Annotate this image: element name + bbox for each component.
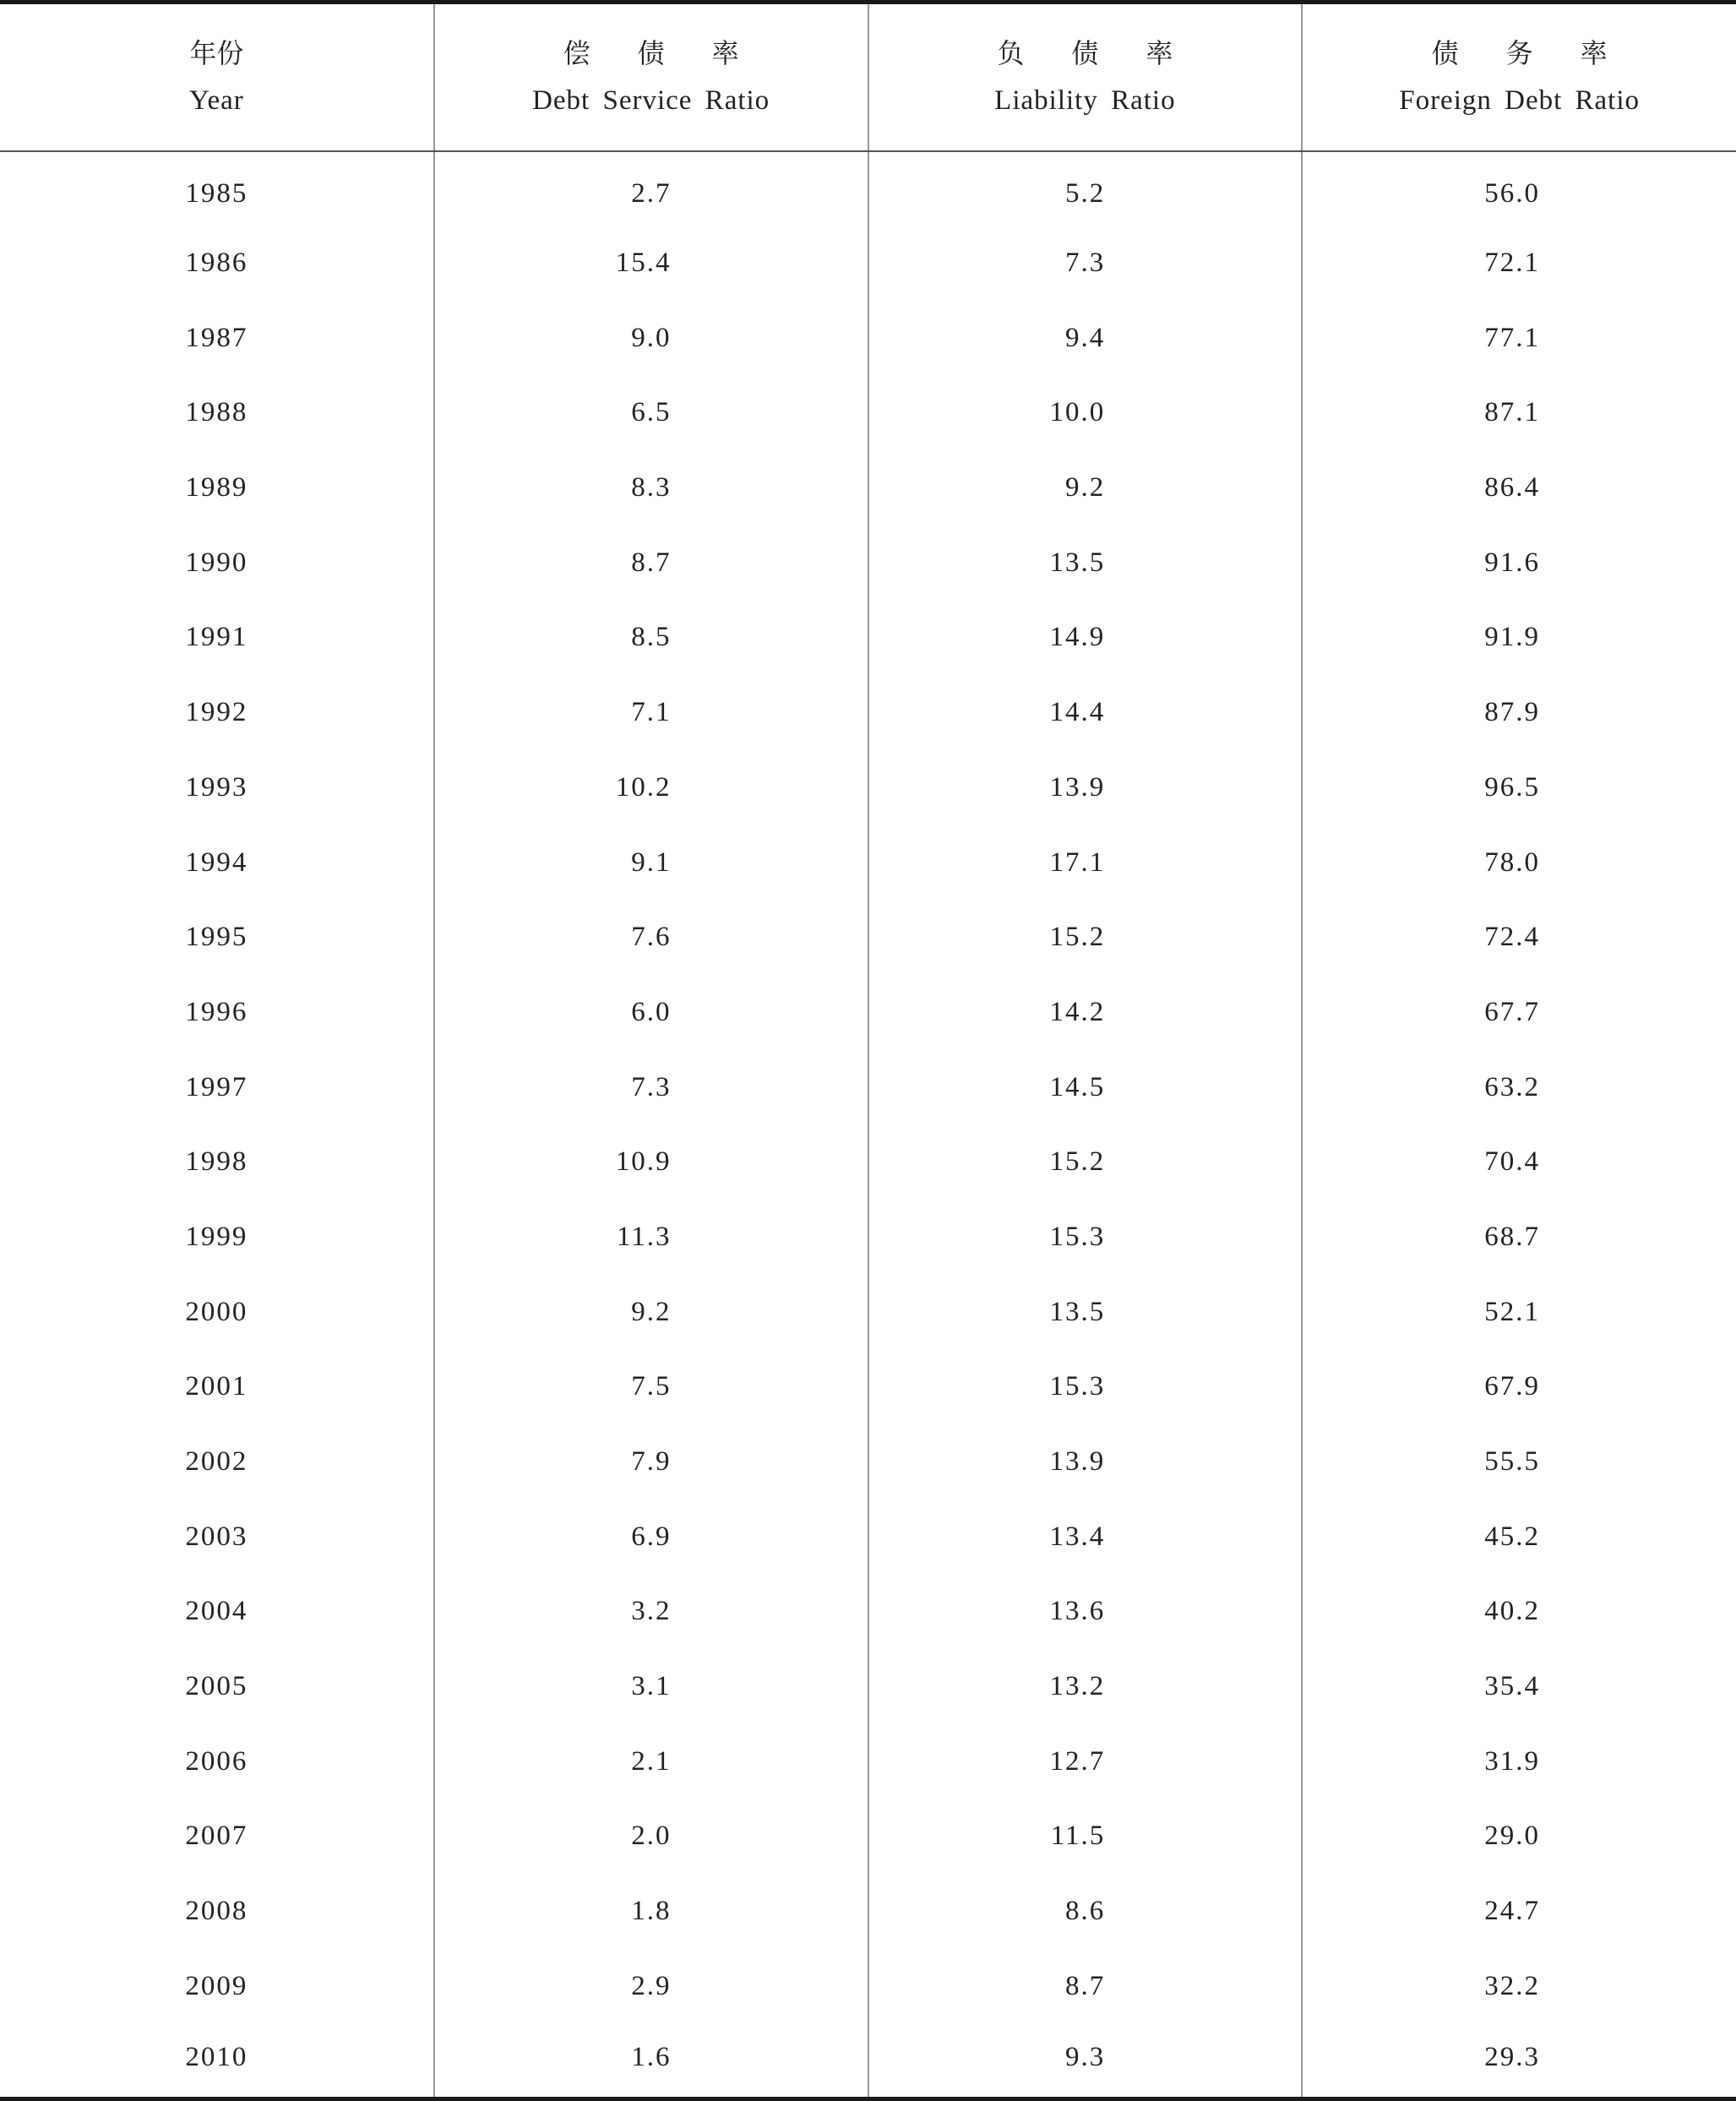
table-row <box>0 1200 1736 1275</box>
table-row <box>0 825 1736 901</box>
debt-service-ratio-cell: 7.6 <box>434 900 868 975</box>
foreign-debt-ratio-cell: 29.3 <box>1302 2024 1736 2099</box>
table-row <box>0 376 1736 451</box>
table-row <box>0 675 1736 750</box>
table-body <box>0 151 1736 2099</box>
year-cell: 1990 <box>185 547 248 578</box>
table-row <box>0 1500 1736 1575</box>
year-cell: 2010 <box>0 2024 434 2099</box>
debt-service-ratio-cell: 8.3 <box>434 450 868 525</box>
debt-service-ratio-cell: 7.9 <box>434 1424 868 1500</box>
table-row <box>0 900 1736 975</box>
liability-ratio-cell: 13.4 <box>868 1500 1303 1575</box>
foreign-debt-ratio-cell: 40.2 <box>1302 1575 1736 1650</box>
foreign-debt-ratio-cell: 77.1 <box>1302 301 1736 376</box>
year-cell: 1997 <box>185 1071 248 1102</box>
debt-service-ratio-cell: 3.2 <box>434 1575 868 1650</box>
table-row <box>0 1050 1736 1125</box>
liability-ratio-cell: 8.6 <box>868 1874 1303 1949</box>
year-cell: 1996 <box>185 996 248 1027</box>
header-year <box>0 3 434 151</box>
year-cell: 2005 <box>185 1671 248 1702</box>
header-foreign-debt-ratio <box>1302 3 1736 151</box>
year-cell: 2008 <box>185 1896 248 1927</box>
foreign-debt-ratio-cell: 91.9 <box>1302 601 1736 676</box>
liability-ratio-cell: 14.5 <box>868 1050 1303 1125</box>
foreign-debt-ratio-cell: 78.0 <box>1302 825 1736 901</box>
table-row <box>0 1275 1736 1350</box>
header-foreign-debt-ratio-zh: 债务率 <box>1431 37 1655 70</box>
liability-ratio-cell: 8.7 <box>868 1949 1303 2024</box>
header-year-zh: 年份 <box>189 37 244 70</box>
debt-service-ratio-cell: 10.2 <box>434 750 868 825</box>
foreign-debt-ratio-cell: 52.1 <box>1302 1275 1736 1350</box>
debt-service-ratio-cell: 11.3 <box>434 1200 868 1275</box>
debt-service-ratio-cell: 9.1 <box>434 825 868 901</box>
foreign-debt-ratio-cell: 29.0 <box>1302 1799 1736 1875</box>
table-row <box>0 1575 1736 1650</box>
table-row <box>0 2024 1736 2099</box>
header-liability-ratio <box>868 3 1303 151</box>
table-row <box>0 301 1736 376</box>
liability-ratio-cell: 17.1 <box>868 825 1303 901</box>
liability-ratio-cell: 9.2 <box>868 450 1303 525</box>
foreign-debt-ratio-cell: 91.6 <box>1302 525 1736 601</box>
foreign-debt-ratio-cell: 24.7 <box>1302 1874 1736 1949</box>
foreign-debt-ratio-cell: 72.4 <box>1302 900 1736 975</box>
table-row <box>0 975 1736 1050</box>
liability-ratio-cell: 15.3 <box>868 1350 1303 1425</box>
liability-ratio-cell: 15.2 <box>868 900 1303 975</box>
year-cell: 2003 <box>185 1521 248 1552</box>
debt-service-ratio-cell: 8.7 <box>434 525 868 601</box>
debt-service-ratio-cell: 9.2 <box>434 1275 868 1350</box>
debt-service-ratio-cell: 7.5 <box>434 1350 868 1425</box>
liability-ratio-cell: 14.4 <box>868 675 1303 750</box>
foreign-debt-ratio-cell: 96.5 <box>1302 750 1736 825</box>
debt-service-ratio-cell: 2.7 <box>434 151 868 226</box>
header-liability-ratio-zh: 负债率 <box>997 37 1221 70</box>
table-row <box>0 226 1736 301</box>
year-cell: 1985 <box>185 177 248 209</box>
table-row <box>0 601 1736 676</box>
year-cell: 1994 <box>185 846 248 878</box>
foreign-debt-ratio-cell: 31.9 <box>1302 1724 1736 1799</box>
debt-service-ratio-cell: 2.0 <box>434 1799 868 1875</box>
table-row <box>0 525 1736 601</box>
header-debt-service-ratio <box>434 3 868 151</box>
debt-service-ratio-cell: 6.5 <box>434 376 868 451</box>
foreign-debt-ratio-cell: 63.2 <box>1302 1050 1736 1125</box>
table-row <box>0 1799 1736 1875</box>
foreign-debt-ratio-cell: 72.1 <box>1302 226 1736 301</box>
debt-service-ratio-cell: 6.0 <box>434 975 868 1050</box>
debt-service-ratio-cell: 1.6 <box>434 2024 868 2099</box>
debt-service-ratio-cell: 2.1 <box>434 1724 868 1799</box>
liability-ratio-cell: 15.3 <box>868 1200 1303 1275</box>
debt-service-ratio-cell: 9.0 <box>434 301 868 376</box>
year-cell: 1989 <box>185 472 248 503</box>
foreign-debt-ratio-cell: 55.5 <box>1302 1424 1736 1500</box>
table-row <box>0 1124 1736 1200</box>
header-year-en: Year <box>188 85 244 117</box>
debt-service-ratio-cell: 15.4 <box>434 226 868 301</box>
foreign-debt-ratio-cell: 87.1 <box>1302 376 1736 451</box>
year-cell: 1988 <box>185 397 248 428</box>
table-row <box>0 750 1736 825</box>
year-cell: 2004 <box>185 1596 248 1627</box>
table-row <box>0 1350 1736 1425</box>
table-row <box>0 1874 1736 1949</box>
table-row <box>0 151 1736 226</box>
liability-ratio-cell: 13.9 <box>868 1424 1303 1500</box>
year-cell: 2001 <box>185 1371 248 1402</box>
header-foreign-debt-ratio-en: Foreign Debt Ratio <box>1399 85 1641 117</box>
liability-ratio-cell: 13.2 <box>868 1649 1303 1724</box>
liability-ratio-cell: 13.5 <box>868 1275 1303 1350</box>
debt-service-ratio-cell: 1.8 <box>434 1874 868 1949</box>
debt-service-ratio-cell: 7.1 <box>434 675 868 750</box>
header-liability-ratio-en: Liability Ratio <box>994 85 1176 117</box>
foreign-debt-ratio-cell: 56.0 <box>1302 151 1736 226</box>
year-cell: 2009 <box>185 1970 248 2001</box>
year-cell: 2006 <box>185 1745 248 1777</box>
table-row <box>0 1424 1736 1500</box>
liability-ratio-cell: 9.4 <box>868 301 1303 376</box>
year-cell: 2007 <box>185 1821 248 1852</box>
foreign-debt-ratio-cell: 32.2 <box>1302 1949 1736 2024</box>
debt-service-ratio-cell: 7.3 <box>434 1050 868 1125</box>
year-cell: 1987 <box>185 322 248 353</box>
table-row <box>0 1949 1736 2024</box>
debt-service-ratio-cell: 2.9 <box>434 1949 868 2024</box>
year-cell: 2002 <box>185 1446 248 1478</box>
year-cell: 1998 <box>185 1146 248 1178</box>
liability-ratio-cell: 12.7 <box>868 1724 1303 1799</box>
liability-ratio-cell: 11.5 <box>868 1799 1303 1875</box>
liability-ratio-cell: 9.3 <box>868 2024 1303 2099</box>
debt-service-ratio-cell: 10.9 <box>434 1124 868 1200</box>
foreign-debt-ratio-cell: 68.7 <box>1302 1200 1736 1275</box>
foreign-debt-ratio-cell: 86.4 <box>1302 450 1736 525</box>
foreign-debt-ratio-cell: 67.9 <box>1302 1350 1736 1425</box>
foreign-debt-ratio-cell: 70.4 <box>1302 1124 1736 1200</box>
foreign-debt-ratio-cell: 35.4 <box>1302 1649 1736 1724</box>
liability-ratio-cell: 13.9 <box>868 750 1303 825</box>
year-cell: 1991 <box>185 622 248 653</box>
table-row <box>0 1724 1736 1799</box>
liability-ratio-cell: 13.6 <box>868 1575 1303 1650</box>
debt-service-ratio-cell: 8.5 <box>434 601 868 676</box>
liability-ratio-cell: 10.0 <box>868 376 1303 451</box>
liability-ratio-cell: 14.2 <box>868 975 1303 1050</box>
header-debt-service-ratio-zh: 偿债率 <box>563 37 786 70</box>
year-cell: 2000 <box>185 1296 248 1327</box>
liability-ratio-cell: 14.9 <box>868 601 1303 676</box>
foreign-debt-ratio-cell: 45.2 <box>1302 1500 1736 1575</box>
liability-ratio-cell: 13.5 <box>868 525 1303 601</box>
year-cell: 1995 <box>185 922 248 953</box>
liability-ratio-cell: 15.2 <box>868 1124 1303 1200</box>
table-row <box>0 450 1736 525</box>
table-row <box>0 1649 1736 1724</box>
liability-ratio-cell: 5.2 <box>868 151 1303 226</box>
foreign-debt-ratio-cell: 87.9 <box>1302 675 1736 750</box>
year-cell: 1999 <box>185 1221 248 1252</box>
year-cell: 1992 <box>185 697 248 728</box>
year-cell: 1993 <box>185 771 248 803</box>
liability-ratio-cell: 7.3 <box>868 226 1303 301</box>
debt-service-ratio-cell: 6.9 <box>434 1500 868 1575</box>
foreign-debt-ratio-cell: 67.7 <box>1302 975 1736 1050</box>
year-cell: 1986 <box>185 248 248 279</box>
debt-service-ratio-cell: 3.1 <box>434 1649 868 1724</box>
table-header <box>0 3 1736 151</box>
header-debt-service-ratio-en: Debt Service Ratio <box>532 85 770 117</box>
header-row <box>0 3 1736 151</box>
